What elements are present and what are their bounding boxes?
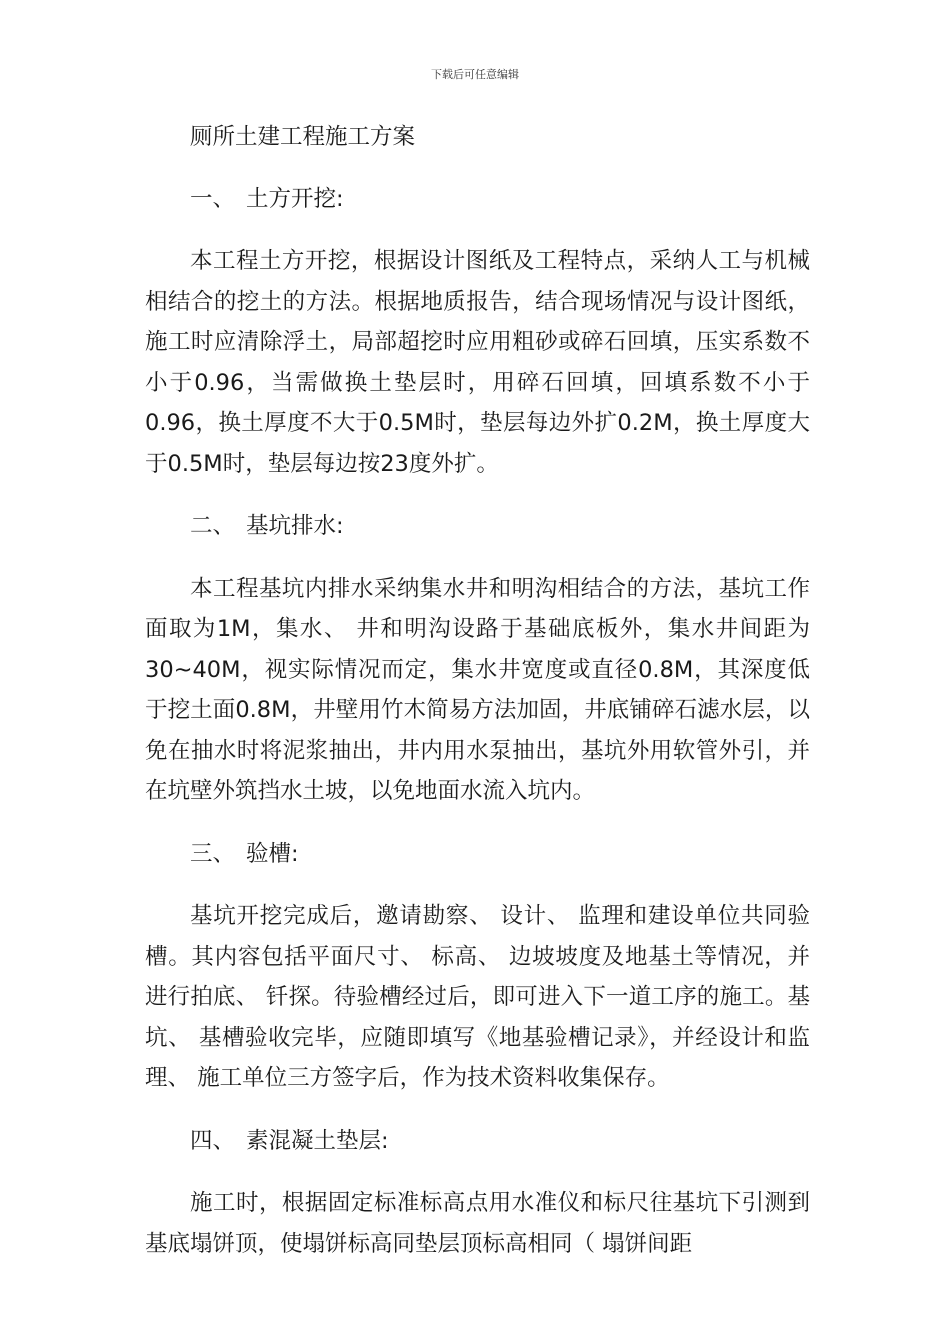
header-note: 下载后可任意编辑 — [431, 68, 519, 81]
section-number: 三、 — [190, 840, 236, 867]
section-heading-2 — [145, 506, 810, 547]
section-number: 二、 — [190, 513, 236, 539]
document-body — [145, 117, 810, 1286]
section-paragraph-3: 基坑开挖完成后，邀请勘察、 设计、 监理和建设单位共同验槽。其内容包括平面尺寸、 标高、 边坡坡度及地基土等情况，并进行拍底、 钎探。待验槽经过后，即可进入下一道工序的施工。基坑、 基槽验收完毕，应随即填写《地基验槽记录》，并经设计和监理、 施工单位三方签字后，作为技术资料收集保存。 — [145, 903, 810, 1091]
section-number: 四、 — [190, 1127, 236, 1154]
section-heading-1 — [145, 179, 810, 220]
section-paragraph-2: 本工程基坑内排水采纳集水井和明沟相结合的方法，基坑工作面取为1M，集水、 井和明沟设路于基础底板外，集水井间距为30~40M，视实际情况而定，集水井宽度或直径0.8M，其深度低于挖土面0.8M，井壁用竹木简易方法加固，井底铺碎石滤水层，以免在抽水时将泥浆抽出，井内用水泵抽出，基坑外用软管外引，并在坑壁外筑挡水土坡，以免地面水流入坑内。 — [145, 575, 810, 804]
section-heading-3 — [145, 834, 810, 875]
section-heading-text: 基坑排水: — [246, 513, 344, 539]
section-heading-text: 验槽: — [246, 840, 299, 867]
document-title: 厕所土建工程施工方案 — [190, 124, 416, 150]
section-heading-4 — [145, 1121, 810, 1162]
section-number: 一、 — [190, 185, 236, 212]
section-heading-text: 土方开挖: — [246, 185, 344, 212]
section-paragraph-4: 施工时，根据固定标准标高点用水准仪和标尺往基坑下引测到基底塌饼顶，使塌饼标高同垫层顶标高相同（ 塌饼间距 — [145, 1190, 810, 1257]
section-heading-text: 素混凝土垫层: — [246, 1127, 389, 1154]
section-paragraph-1: 本工程土方开挖，根据设计图纸及工程特点，采纳人工与机械相结合的挖土的方法。根据地质报告，结合现场情况与设计图纸，施工时应清除浮土，局部超挖时应用粗砂或碎石回填，压实系数不小于0.96，当需做换土垫层时，用碎石回填，回填系数不小于0.96，换土厚度不大于0.5M时，垫层每边外扩0.2M，换土厚度大于0.5M时，垫层每边按23度外扩。 — [145, 248, 810, 477]
